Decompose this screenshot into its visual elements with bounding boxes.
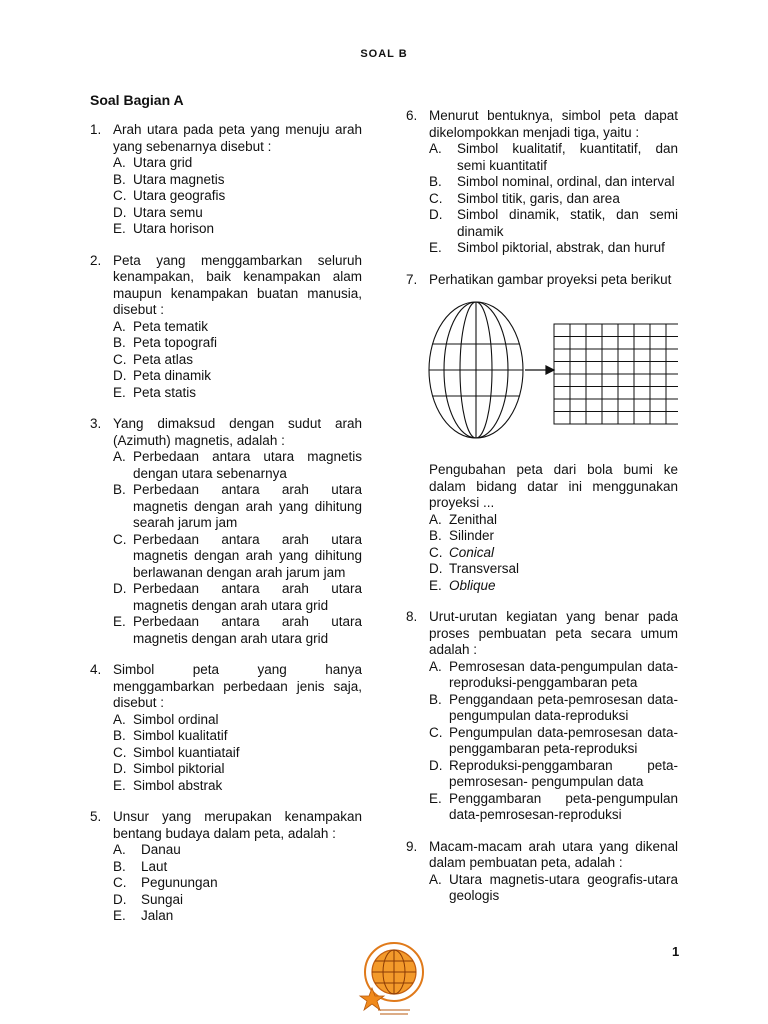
option-c: [113, 352, 362, 369]
option-d: [429, 207, 678, 240]
question-continuation: Pengubahan peta dari bola bumi ke dalam bidang datar ini menggunakan proyeksi ...: [429, 462, 678, 510]
question-5: [90, 809, 362, 925]
option-a: [429, 512, 678, 529]
question-text: Peta yang menggambarkan seluruh kenampakan, baik kenampakan alam maupun kenampakan buatan manusia, disebut :: [113, 252, 362, 317]
option-list: [429, 512, 678, 595]
option-letter: A.: [429, 871, 442, 887]
option-c: [113, 188, 362, 205]
option-letter: D.: [113, 891, 127, 907]
option-d: [113, 205, 362, 222]
page-header: SOAL B: [360, 48, 408, 60]
left-column: [90, 92, 362, 940]
projection-figure: [406, 298, 678, 448]
option-letter: E.: [113, 221, 126, 236]
question-2: [90, 253, 362, 402]
option-letter: D.: [113, 761, 127, 776]
question-8: [406, 609, 678, 824]
option-c: [429, 191, 678, 208]
question-9: [406, 839, 678, 905]
option-list: [113, 155, 362, 238]
option-c: [113, 875, 362, 892]
option-letter: A.: [113, 155, 126, 170]
option-e: [113, 385, 362, 402]
option-d: [113, 892, 362, 909]
option-text: Utara magnetis-utara geografis-utara geologis: [449, 871, 678, 903]
question-number: 8.: [406, 609, 418, 624]
option-text: Perbedaan antara arah utara magnetis dengan arah yang dihitung berlawanan dengan arah jarum jam: [133, 531, 362, 580]
option-letter: E.: [429, 577, 442, 593]
option-list: [113, 319, 362, 402]
option-text: Penggandaan peta-pemrosesan data-pengumpulan data-reproduksi: [449, 691, 678, 723]
option-letter: D.: [113, 368, 127, 383]
option-c: [429, 545, 678, 562]
option-text: Utara grid: [133, 155, 193, 170]
question-number: 9.: [406, 838, 418, 854]
option-letter: A.: [113, 318, 126, 334]
option-text: Transversal: [449, 561, 520, 576]
question-text: Unsur yang merupakan kenampakan bentang budaya dalam peta, adalah :: [113, 809, 362, 841]
question-text: Simbol peta yang hanya menggambarkan perbedaan jenis saja, disebut :: [113, 662, 362, 710]
option-text: Peta tematik: [133, 318, 209, 334]
option-text: Silinder: [449, 528, 495, 543]
option-e: [429, 578, 678, 595]
option-e: [113, 221, 362, 238]
globe-logo-icon: [360, 943, 423, 1014]
page-number: 1: [672, 944, 680, 959]
option-text: Simbol abstrak: [133, 777, 223, 793]
option-list: [113, 842, 362, 925]
option-a: [429, 659, 678, 692]
option-a: [113, 842, 362, 859]
option-letter: A.: [429, 141, 442, 156]
option-text: Pegunungan: [141, 875, 218, 890]
option-b: [113, 728, 362, 745]
question-number: 2.: [90, 252, 102, 268]
section-title: Soal Bagian A: [90, 92, 184, 108]
option-text: Peta dinamik: [133, 368, 212, 383]
option-text: Jalan: [141, 908, 174, 923]
option-text: Simbol piktorial: [133, 761, 225, 776]
globe-illustration: [429, 302, 523, 438]
option-c: [429, 725, 678, 758]
option-text: Utara horison: [133, 221, 215, 236]
option-letter: E.: [113, 777, 126, 793]
option-text: Danau: [141, 842, 181, 857]
option-text: Perbedaan antara arah utara magnetis dengan arah yang dihitung searah jarum jam: [133, 482, 362, 530]
option-text: Oblique: [449, 577, 496, 593]
option-text: Sungai: [141, 891, 184, 907]
question-text: Macam-macam arah utara yang dikenal dalam pembuatan peta, adalah :: [429, 838, 678, 870]
question-number: 3.: [90, 416, 102, 431]
option-e: [429, 791, 678, 824]
option-e: [113, 778, 362, 795]
question-number: 7.: [406, 271, 418, 287]
option-letter: B.: [113, 482, 126, 497]
option-letter: A.: [429, 511, 442, 527]
question-text: Arah utara pada peta yang menuju arah yang sebenarnya disebut :: [113, 122, 362, 154]
question-number: 4.: [90, 662, 102, 677]
question-6: [406, 108, 678, 257]
option-list: [429, 141, 678, 257]
option-letter: D.: [429, 207, 443, 222]
option-text: Peta topografi: [133, 335, 218, 350]
option-e: [113, 908, 362, 925]
option-list: [113, 449, 362, 647]
option-text: Penggambaran peta-pengumpulan data-pemrosesan-reproduksi: [449, 790, 678, 822]
option-b: [113, 859, 362, 876]
question-number: 6.: [406, 108, 418, 123]
question-3: [90, 416, 362, 647]
option-text: Perbedaan antara arah utara magnetis dengan arah utara grid: [133, 614, 362, 646]
option-letter: A.: [429, 658, 442, 674]
question-4: [90, 662, 362, 794]
option-text: Simbol kuantiataif: [133, 744, 240, 760]
option-letter: A.: [113, 842, 126, 857]
option-b: [429, 528, 678, 545]
option-letter: C.: [429, 190, 443, 206]
option-letter: B.: [429, 691, 442, 707]
option-text: Utara semu: [133, 204, 203, 220]
option-d: [113, 761, 362, 778]
option-text: Perbedaan antara arah utara magnetis dengan arah utara grid: [133, 581, 362, 613]
option-a: [113, 155, 362, 172]
option-letter: A.: [113, 449, 126, 464]
option-c: [113, 532, 362, 582]
option-b: [113, 335, 362, 352]
flat-grid-illustration: [554, 324, 678, 424]
option-e: [113, 614, 362, 647]
option-text: Zenithal: [449, 511, 498, 527]
option-letter: D.: [113, 581, 127, 596]
option-list: [113, 712, 362, 795]
option-letter: B.: [113, 858, 126, 874]
option-a: [113, 712, 362, 729]
option-letter: B.: [113, 728, 126, 743]
question-text: Yang dimaksud dengan sudut arah (Azimuth) magnetis, adalah :: [113, 416, 362, 448]
option-text: Simbol dinamik, statik, dan semi dinamik: [457, 207, 678, 239]
option-a: [429, 872, 678, 905]
option-letter: C.: [113, 188, 127, 203]
option-text: Pengumpulan data-pemrosesan data-penggambaran peta-reproduksi: [449, 724, 678, 756]
option-d: [429, 561, 678, 578]
option-letter: B.: [429, 528, 442, 543]
option-letter: C.: [113, 351, 127, 367]
option-b: [113, 172, 362, 189]
option-letter: B.: [113, 335, 126, 350]
question-text: Menurut bentuknya, simbol peta dapat dikelompokkan menjadi tiga, yaitu :: [429, 108, 678, 140]
option-letter: A.: [113, 711, 126, 727]
option-text: Simbol kualitatif, kuantitatif, dan semi kuantitatif: [457, 141, 678, 173]
option-letter: C.: [429, 544, 443, 560]
option-b: [429, 692, 678, 725]
option-letter: E.: [113, 908, 126, 923]
option-letter: B.: [113, 171, 126, 187]
option-text: Perbedaan antara utara magnetis dengan utara sebenarnya: [133, 449, 362, 481]
question-1: [90, 122, 362, 238]
option-text: Peta atlas: [133, 351, 194, 367]
option-letter: C.: [429, 724, 443, 740]
option-letter: C.: [113, 531, 127, 547]
option-letter: C.: [113, 744, 127, 760]
option-a: [113, 319, 362, 336]
option-letter: D.: [429, 757, 443, 773]
option-text: Simbol ordinal: [133, 711, 219, 727]
option-letter: E.: [429, 790, 442, 806]
option-text: Reproduksi-penggambaran peta-pemrosesan- pengumpulan data: [449, 757, 678, 789]
option-letter: D.: [113, 204, 127, 220]
option-text: Peta statis: [133, 384, 197, 400]
option-list: [429, 872, 678, 905]
option-b: [113, 482, 362, 532]
option-text: Utara magnetis: [133, 171, 225, 187]
option-letter: D.: [429, 561, 443, 576]
option-a: [429, 141, 678, 174]
option-text: Conical: [449, 544, 495, 560]
option-d: [113, 368, 362, 385]
question-text: Urut-urutan kegiatan yang benar pada proses pembuatan peta secara umum adalah :: [429, 609, 678, 657]
question-number: 5.: [90, 809, 102, 824]
option-text: Simbol kualitatif: [133, 728, 228, 743]
option-d: [113, 581, 362, 614]
question-7: [406, 272, 678, 595]
option-text: Pemrosesan data-pengumpulan data-reproduksi-penggambaran peta: [449, 658, 678, 690]
option-letter: E.: [113, 384, 126, 400]
option-text: Simbol piktorial, abstrak, dan huruf: [457, 240, 665, 255]
option-letter: B.: [429, 174, 442, 189]
option-d: [429, 758, 678, 791]
option-letter: E.: [113, 614, 126, 629]
question-number: 1.: [90, 122, 102, 137]
option-letter: E.: [429, 240, 442, 255]
arrow-icon: [525, 366, 554, 374]
right-column: [406, 108, 678, 920]
option-text: Utara geografis: [133, 188, 226, 203]
option-text: Simbol nominal, ordinal, dan interval: [457, 174, 675, 189]
option-text: Simbol titik, garis, dan area: [457, 190, 620, 206]
option-c: [113, 745, 362, 762]
option-text: Laut: [141, 858, 168, 874]
olympiad-logo: [358, 938, 430, 1018]
option-a: [113, 449, 362, 482]
option-list: [429, 659, 678, 824]
question-text: Perhatikan gambar proyeksi peta berikut: [429, 271, 672, 287]
option-b: [429, 174, 678, 191]
option-letter: C.: [113, 875, 127, 890]
option-e: [429, 240, 678, 257]
